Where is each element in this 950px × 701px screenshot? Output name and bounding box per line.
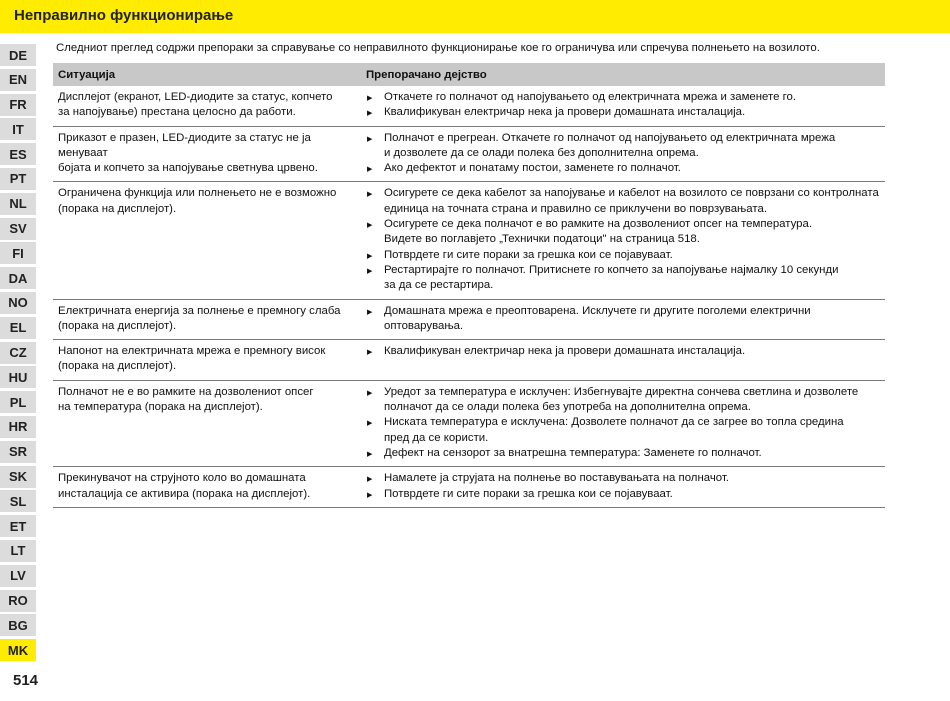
situation-line: бојата и копчето за напојување светнува црвено. — [58, 162, 318, 175]
action-item — [366, 161, 880, 176]
troubleshooting-table — [53, 63, 885, 508]
situation-line: инсталација се активира (порака на дисплејот). — [58, 487, 311, 500]
action-cell — [361, 126, 885, 182]
action-item — [366, 344, 880, 359]
action-line: ▶ Ниската температура е исклучена: Дозволете полначот да се загрее во топла средина — [384, 416, 844, 429]
situation-line: на температура (порака на дисплејот). — [58, 401, 263, 414]
language-tab-bg[interactable]: BG — [0, 614, 36, 636]
page-number: 514 — [13, 672, 39, 689]
language-tab-lt[interactable]: LT — [0, 540, 36, 562]
action-line: ▶ Осигурете се дека кабелот за напојување и кабелот на возилото се поврзани со контролната — [384, 187, 879, 200]
table-row — [53, 126, 885, 182]
table-row — [53, 340, 885, 381]
action-line: оптоварувања. — [384, 319, 464, 332]
action-line: ▶ Полначот е прегреан. Откачете го полначот од напојувањето од електричната мрежа — [384, 131, 836, 144]
language-tab-pt[interactable]: PT — [0, 168, 36, 190]
action-item — [366, 131, 880, 162]
language-tab-da[interactable]: DA — [0, 267, 36, 289]
action-item — [366, 248, 880, 263]
action-list — [366, 90, 880, 121]
situation-cell — [53, 340, 361, 381]
action-line: ▶ Рестартирајте го полначот. Притиснете го копчето за напојување најмалку 10 секунди — [384, 263, 839, 276]
action-cell — [361, 182, 885, 299]
column-header-situation: Ситуација — [53, 63, 361, 86]
situation-line: за напојување) престана целосно да работи. — [58, 106, 296, 119]
language-tab-hu[interactable]: HU — [0, 366, 36, 388]
situation-line: (порака на дисплејот). — [58, 202, 177, 215]
action-line: полначот да се олади полека без употреба на дополнителна опрема. — [384, 401, 751, 414]
language-tab-hr[interactable]: HR — [0, 416, 36, 438]
action-line: ▶ Домашната мрежа е преоптоварена. Исклучете ги другите поголеми електрични — [384, 304, 811, 317]
intro-text: Следниот преглед содржи препораки за справување со неправилното функционирање кое го ограничува или спречува полнењето на возилото. — [56, 42, 820, 54]
action-list — [366, 131, 880, 177]
action-line: ▶ Откачете го полначот од напојувањето од електричната мрежа и заменете го. — [384, 91, 797, 103]
page-header — [0, 0, 950, 33]
language-tab-el[interactable]: EL — [0, 317, 36, 339]
situation-line: Електричната енергија за полнење е премногу слаба — [58, 304, 341, 317]
table-row — [53, 380, 885, 466]
action-line: ▶ Потврдете ги сите пораки за грешка кои се појавуваат. — [384, 487, 673, 500]
action-cell — [361, 86, 885, 126]
language-tab-sl[interactable]: SL — [0, 490, 36, 512]
action-list — [366, 471, 880, 502]
situation-line: Приказот е празен, LED-диодите за статус не ја менуваат — [58, 131, 311, 159]
language-tab-no[interactable]: NO — [0, 292, 36, 314]
action-item — [366, 105, 880, 120]
action-item — [366, 263, 880, 294]
action-line: и дозволете да се олади полека без дополнителна опрема. — [384, 146, 699, 159]
action-line: ▶ Потврдете ги сите пораки за грешка кои се појавуваат. — [384, 248, 673, 261]
action-item — [366, 304, 880, 335]
language-tab-fr[interactable]: FR — [0, 94, 36, 116]
language-tab-de[interactable]: DE — [0, 44, 36, 66]
action-line: ▶ Намалете ја струјата на полнење во поставувањата на полначот. — [384, 472, 729, 485]
situation-cell — [53, 467, 361, 508]
page-title: Неправилно функционирање — [14, 7, 234, 24]
action-line: пред да се користи. — [384, 431, 489, 444]
action-item — [366, 217, 880, 248]
action-line: единица на точната страна и правилно се приклучени во поврзувањата. — [384, 202, 767, 215]
situation-line: (порака на дисплејот). — [58, 360, 177, 373]
language-tab-fi[interactable]: FI — [0, 242, 36, 264]
language-tab-et[interactable]: ET — [0, 515, 36, 537]
language-tab-sk[interactable]: SK — [0, 466, 36, 488]
action-line: ▶ Уредот за температура е исклучен: Избегнувајте директна сончева светлина и дозволете — [384, 385, 859, 398]
action-list — [366, 344, 880, 359]
action-list — [366, 304, 880, 335]
language-tab-en[interactable]: EN — [0, 69, 36, 91]
table-row — [53, 299, 885, 340]
action-item — [366, 415, 880, 446]
situation-line: Ограничена функција или полнењето не е возможно — [58, 187, 337, 200]
action-line: Видете во поглавјето „Технички податоци" на страница 518. — [384, 233, 700, 246]
table-header-row — [53, 63, 885, 86]
table-row — [53, 86, 885, 126]
situation-line: Полначот не е во рамките на дозволениот опсег — [58, 385, 314, 398]
language-tab-cz[interactable]: CZ — [0, 342, 36, 364]
situation-line: Дисплејот (екранот, LED-диодите за статус, копчето — [58, 91, 333, 103]
action-item — [366, 487, 880, 502]
table-row — [53, 467, 885, 508]
language-tab-pl[interactable]: PL — [0, 391, 36, 413]
situation-cell — [53, 380, 361, 466]
action-line: ▶ Квалификуван електричар нека ја провери домашната инсталација. — [384, 345, 746, 358]
action-item — [366, 471, 880, 486]
language-tabs — [0, 44, 36, 664]
language-tab-it[interactable]: IT — [0, 118, 36, 140]
action-list — [366, 186, 880, 293]
situation-line: Напонот на електричната мрежа е премногу висок — [58, 345, 326, 358]
language-tab-es[interactable]: ES — [0, 143, 36, 165]
situation-line: Прекинувачот на струјното коло во домашната — [58, 472, 306, 485]
action-item — [366, 90, 880, 105]
situation-cell — [53, 126, 361, 182]
action-line: ▶ Осигурете се дека полначот е во рамките на дозволениот опсег на температура. — [384, 218, 813, 231]
action-item — [366, 186, 880, 217]
column-header-action: Препорачано дејство — [361, 63, 885, 86]
language-tab-sv[interactable]: SV — [0, 218, 36, 240]
action-line: ▶ Ако дефектот и понатаму постои, заменете го полначот. — [384, 162, 681, 175]
language-tab-mk[interactable]: MK — [0, 639, 36, 661]
language-tab-sr[interactable]: SR — [0, 441, 36, 463]
action-cell — [361, 299, 885, 340]
language-tab-lv[interactable]: LV — [0, 565, 36, 587]
action-cell — [361, 340, 885, 381]
action-line: ▶ Квалификуван електричар нека ја провери домашната инсталација. — [384, 106, 746, 119]
action-item — [366, 385, 880, 416]
action-cell — [361, 380, 885, 466]
situation-line: (порака на дисплејот). — [58, 319, 177, 332]
situation-cell — [53, 182, 361, 299]
table-row — [53, 182, 885, 299]
situation-cell — [53, 86, 361, 126]
language-tab-ro[interactable]: RO — [0, 590, 36, 612]
action-line: ▶ Дефект на сензорот за внатрешна температура: Заменете го полначот. — [384, 446, 762, 459]
action-cell — [361, 467, 885, 508]
action-line: за да се рестартира. — [384, 279, 494, 292]
language-tab-nl[interactable]: NL — [0, 193, 36, 215]
situation-cell — [53, 299, 361, 340]
action-item — [366, 446, 880, 461]
action-list — [366, 385, 880, 461]
